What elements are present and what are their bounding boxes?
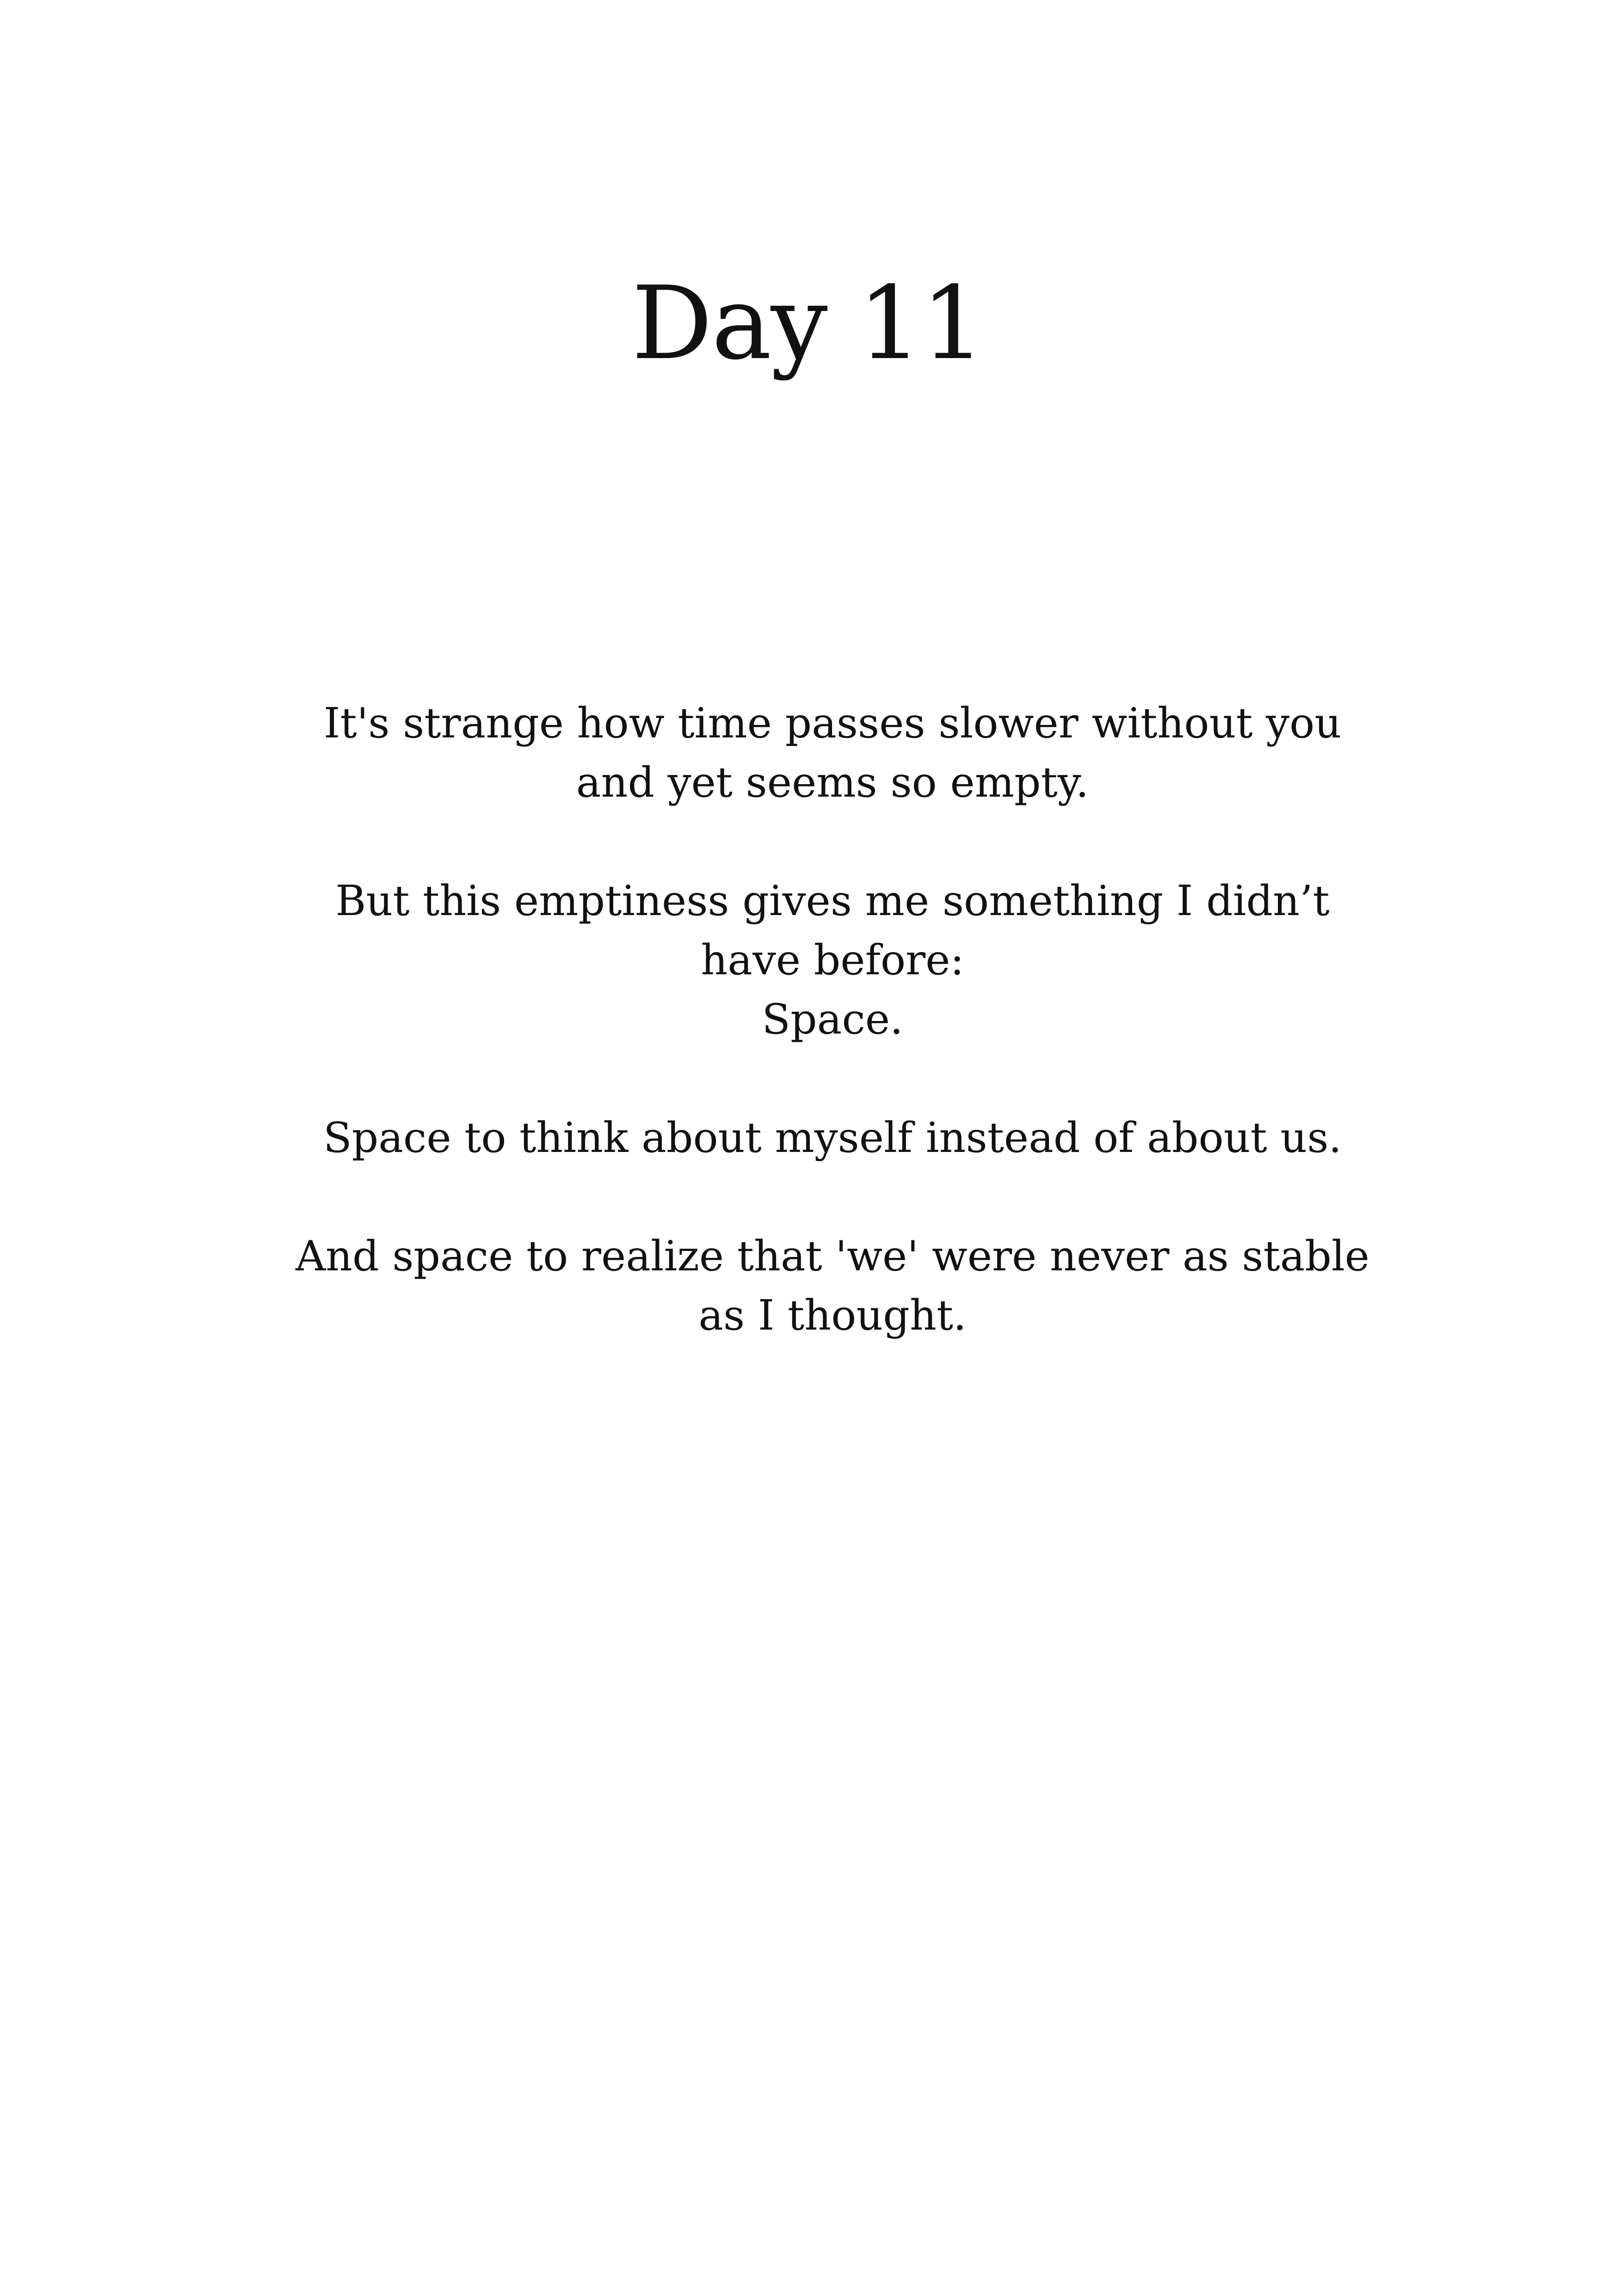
poem-line: But this emptiness gives me something I didn’t (335, 877, 1330, 925)
poem-line: as I thought. (698, 1291, 967, 1340)
poem-line: It's strange how time passes slower without you (323, 699, 1342, 748)
poem-line: have before: (701, 936, 964, 984)
stanza-1 (278, 694, 1388, 812)
page-title: Day 11 (631, 265, 985, 382)
stanza-4 (278, 1227, 1388, 1345)
stanza-2 (278, 872, 1388, 1049)
poem-line: Space to think about myself instead of about us. (323, 1114, 1342, 1162)
poem-line: And space to realize that 'we' were never as stable (296, 1232, 1369, 1281)
poem-line: and yet seems so empty. (576, 758, 1089, 807)
poem-body (278, 694, 1388, 1405)
stanza-3 (278, 1108, 1388, 1168)
poem-line: Space. (762, 995, 903, 1044)
